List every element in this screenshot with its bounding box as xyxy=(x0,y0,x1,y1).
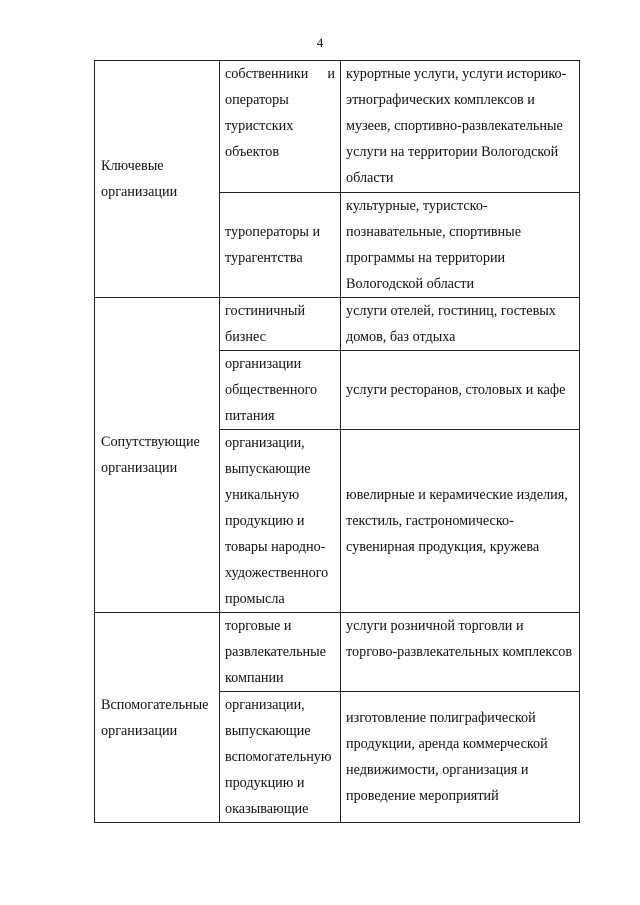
page-number: 4 xyxy=(316,35,324,50)
group-label-auxiliary: Вспомогательные организации xyxy=(95,613,220,823)
services-cell: изготовление полиграфической продукции, аренда коммерческой недвижимости, организация и проведение мероприятий xyxy=(341,692,580,823)
org-type-cell: туроператоры и турагентства xyxy=(220,193,341,298)
table-row xyxy=(95,61,580,193)
org-type-cell xyxy=(220,61,341,193)
group-label-key: Ключевые организации xyxy=(95,61,220,298)
table-row xyxy=(95,613,580,692)
org-type-cell: организации, выпускающие уникальную продукцию и товары народно-художественного промысла xyxy=(220,430,341,613)
org-type-word: собственники xyxy=(225,66,309,82)
org-type-cell: торговые и развлекательные компании xyxy=(220,613,341,692)
org-type-word: туристских xyxy=(225,118,294,134)
org-type-cell: организации общественного питания xyxy=(220,351,341,430)
services-cell: ювелирные и керамические изделия, текстиль, гастрономическо-сувенирная продукция, кружева xyxy=(341,430,580,613)
table-row xyxy=(95,298,580,351)
organizations-table xyxy=(94,60,580,823)
org-type-word: операторы xyxy=(225,92,289,108)
org-type-word: и xyxy=(327,66,335,82)
services-cell: услуги ресторанов, столовых и кафе xyxy=(341,351,580,430)
org-type-word: объектов xyxy=(225,144,280,160)
services-cell: культурные, туристско-познавательные, спортивные программы на территории Вологодской области xyxy=(341,193,580,298)
services-cell: услуги отелей, гостиниц, гостевых домов, баз отдыха xyxy=(341,298,580,351)
org-type-cell: гостиничный бизнес xyxy=(220,298,341,351)
services-cell: курортные услуги, услуги историко-этнографических комплексов и музеев, спортивно-развлекательные услуги на территории Вологодской области xyxy=(341,61,580,193)
organizations-table-container xyxy=(94,60,579,823)
org-type-cell: организации, выпускающие вспомогательную продукцию и оказывающие xyxy=(220,692,341,823)
services-cell: услуги розничной торговли и торгово-развлекательных комплексов xyxy=(341,613,580,692)
group-label-related: Сопутствующие организации xyxy=(95,298,220,613)
